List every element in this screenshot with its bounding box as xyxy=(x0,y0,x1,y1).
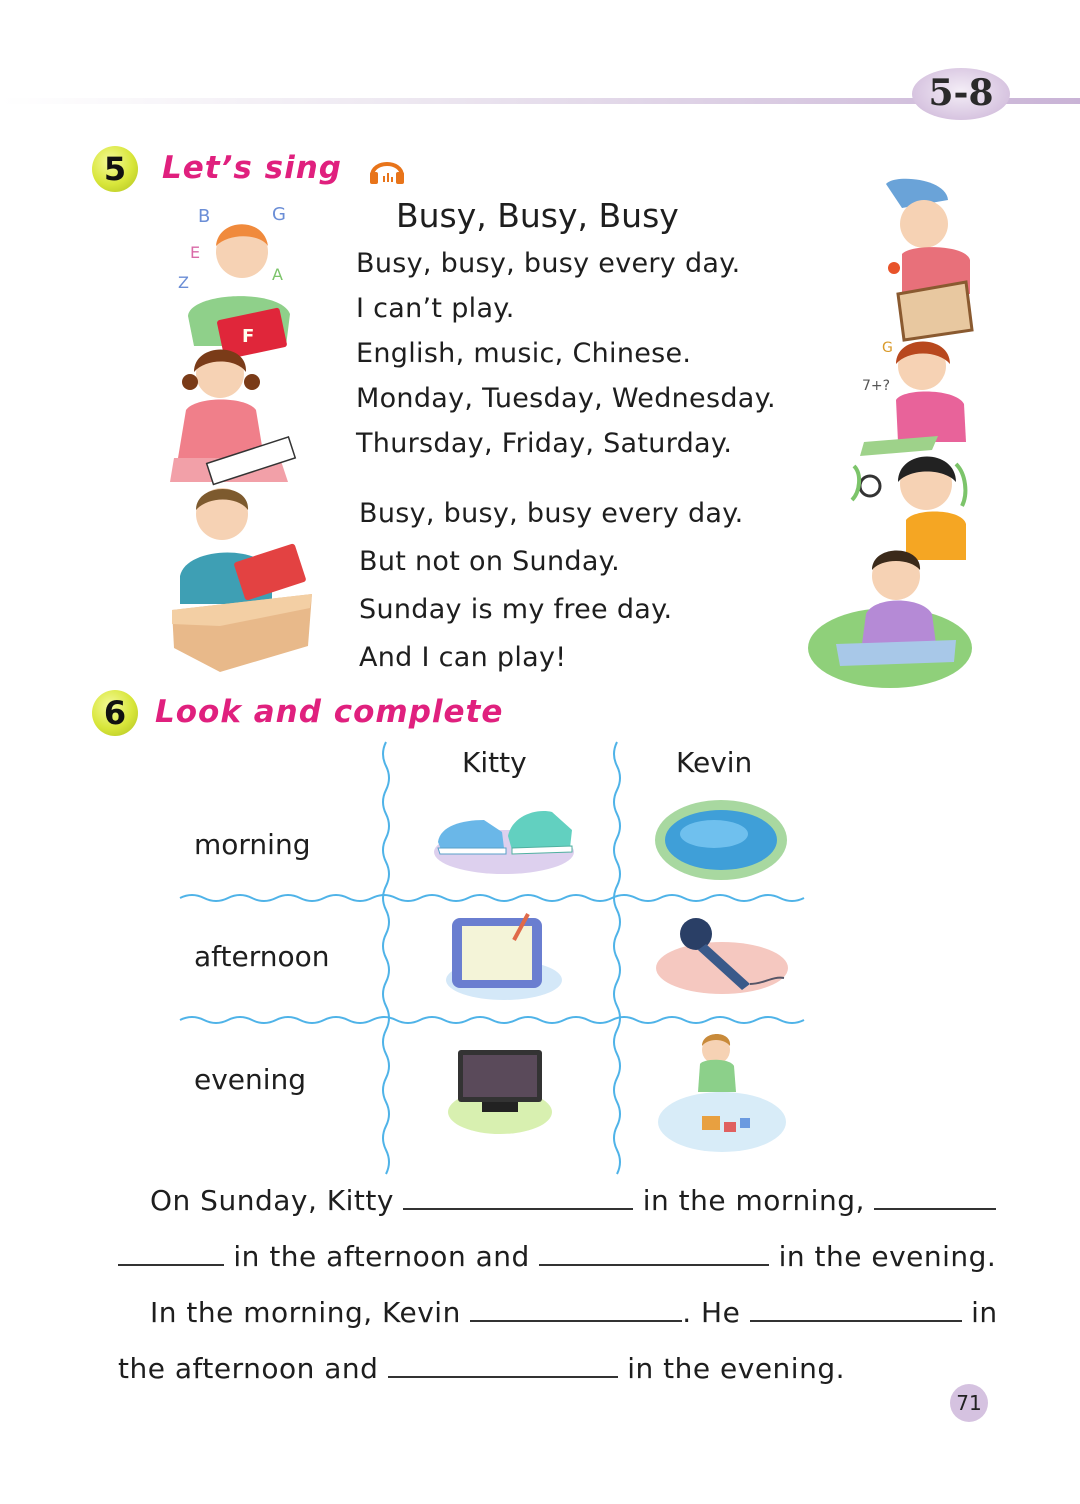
blank-2-continued[interactable] xyxy=(118,1240,224,1266)
verse1-line-2: I can’t play. xyxy=(356,293,515,324)
blank-1[interactable] xyxy=(403,1184,633,1210)
section-6-title: Look and complete xyxy=(155,694,504,730)
sentence-1-part-b: in the morning, xyxy=(642,1184,865,1217)
svg-text:Z: Z xyxy=(178,273,189,292)
song-title: Busy, Busy, Busy xyxy=(396,196,679,235)
row-label-afternoon: afternoon xyxy=(194,940,330,973)
sentence-4-part-a: the afternoon and xyxy=(118,1352,379,1385)
blank-5[interactable] xyxy=(750,1296,962,1322)
svg-text:B: B xyxy=(198,206,211,227)
sentence-3 xyxy=(150,1296,998,1329)
sentence-4 xyxy=(118,1352,845,1385)
row-label-evening: evening xyxy=(194,1063,307,1096)
blank-4[interactable] xyxy=(470,1296,682,1322)
unit-badge: 5-8 xyxy=(912,68,1010,120)
svg-text:G: G xyxy=(272,204,286,225)
svg-text:A: A xyxy=(272,265,283,284)
boy-playing-blocks-icon xyxy=(654,1030,788,1154)
verse1-line-1: Busy, busy, busy every day. xyxy=(356,248,741,279)
sentence-3-part-c: in xyxy=(971,1296,998,1329)
page-number: 71 xyxy=(950,1384,988,1422)
verse1-line-4: Monday, Tuesday, Wednesday. xyxy=(356,383,776,414)
microphone-icon xyxy=(654,912,790,998)
verse2-line-1: Busy, busy, busy every day. xyxy=(359,498,744,529)
verse2-line-3: Sunday is my free day. xyxy=(359,594,673,625)
blank-6[interactable] xyxy=(388,1352,618,1378)
verse2-line-4: And I can play! xyxy=(359,642,567,673)
svg-text:G: G xyxy=(882,340,893,356)
sentence-1-part-a: On Sunday, Kitty xyxy=(150,1184,394,1217)
svg-text:7+?: 7+? xyxy=(862,378,891,394)
verse1-line-3: English, music, Chinese. xyxy=(356,338,692,369)
row-label-morning: morning xyxy=(194,828,311,861)
sentence-2-part-b: in the evening. xyxy=(778,1240,997,1273)
sentence-2 xyxy=(118,1240,996,1273)
drawing-board-icon xyxy=(444,910,564,1002)
column-header-kevin: Kevin xyxy=(676,746,753,779)
section-5-number: 5 xyxy=(92,146,138,192)
svg-text:F: F xyxy=(242,326,255,347)
blank-3[interactable] xyxy=(539,1240,769,1266)
television-icon xyxy=(446,1046,554,1134)
verse2-line-2: But not on Sunday. xyxy=(359,546,620,577)
sentence-1 xyxy=(150,1184,996,1217)
sentence-3-part-a: In the morning, Kevin xyxy=(150,1296,461,1329)
section-6-number: 6 xyxy=(92,690,138,736)
column-header-kitty: Kitty xyxy=(462,746,527,779)
sentence-3-part-b: . He xyxy=(682,1296,741,1329)
verse1-line-5: Thursday, Friday, Saturday. xyxy=(356,428,733,459)
blank-2[interactable] xyxy=(874,1184,996,1210)
sentence-2-part-a: in the afternoon and xyxy=(233,1240,530,1273)
swimming-pool-icon xyxy=(654,796,788,882)
section-5-title: Let’s sing xyxy=(162,150,342,186)
sentence-4-part-b: in the evening. xyxy=(627,1352,845,1385)
sneakers-icon xyxy=(432,796,578,878)
svg-text:E: E xyxy=(190,243,201,262)
